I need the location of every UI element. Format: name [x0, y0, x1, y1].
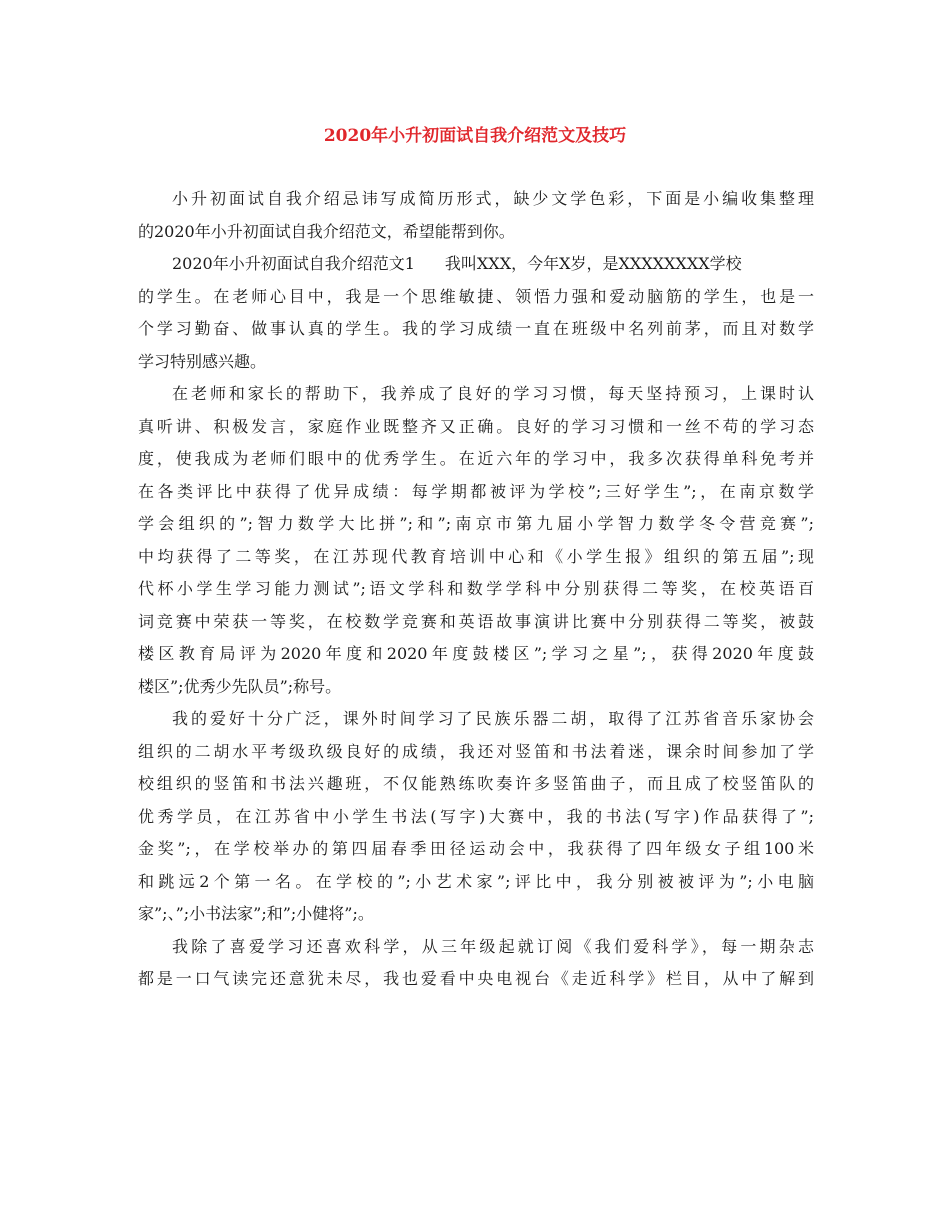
- text-line: 和跳远2个第一名。在学校的”;小艺术家”;评比中，我分别被被评为”;小电脑: [138, 871, 814, 891]
- text-line: 都是一口气读完还意犹未尽，我也爱看中央电视台《走近科学》栏目，从中了解到: [138, 969, 814, 988]
- text-line: 校组织的竖笛和书法兴趣班，不仅能熟练吹奏许多竖笛曲子，而且成了校竖笛队的: [138, 774, 814, 793]
- paragraph: [138, 183, 814, 248]
- text-line: 代杯小学生学习能力测试”;语文学科和数学学科中分别获得二等奖，在校英语百: [138, 579, 814, 598]
- text-line: 度，使我成为老师们眼中的优秀学生。在近六年的学习中，我多次获得单科免考并: [138, 449, 814, 468]
- text-line: 金奖”;，在学校举办的第四届春季田径运动会中，我获得了四年级女子组100米: [138, 839, 814, 858]
- text-line: 词竞赛中荣获一等奖，在校数学竞赛和英语故事演讲比赛中分别获得二等奖，被鼓: [138, 611, 814, 631]
- text-line: 在各类评比中获得了优异成绩：每学期都被评为学校”;三好学生”;，在南京数学: [138, 481, 814, 501]
- text-line: 我除了喜爱学习还喜欢科学，从三年级起就订阅《我们爱科学》，每一期杂志: [172, 936, 814, 956]
- text-line: 优秀学员，在江苏省中小学生书法(写字)大赛中，我的书法(写字)作品获得了”;: [138, 806, 814, 826]
- text-line: 家”;、”;小书法家”;和”;小健将”;。: [138, 904, 374, 923]
- paragraph: [138, 703, 814, 931]
- text-segment: 我叫XXX，今年X岁，是XXXXXXXX学校: [444, 254, 742, 273]
- document-title: 2020年小升初面试自我介绍范文及技巧: [323, 126, 627, 146]
- text-line: 真听讲、积极发言，家庭作业既整齐又正确。良好的学习习惯和一丝不苟的学习态: [138, 416, 814, 436]
- text-line: 我的爱好十分广泛，课外时间学习了民族乐器二胡，取得了江苏省音乐家协会: [172, 709, 814, 728]
- paragraph: [138, 378, 814, 703]
- text-line: 个学习勤奋、做事认真的学生。我的学习成绩一直在班级中名列前茅，而且对数学: [138, 319, 814, 338]
- text-line: 在老师和家长的帮助下，我养成了良好的学习习惯，每天坚持预习，上课时认: [172, 384, 814, 403]
- text-line: 楼区教育局评为2020年度和2020年度鼓楼区”;学习之星”;，获得2020年度鼓: [138, 644, 814, 663]
- text-line: 的2020年小升初面试自我介绍范文，希望能帮到你。: [138, 221, 515, 241]
- text-line: 小升初面试自我介绍忌讳写成简历形式，缺少文学色彩，下面是小编收集整理: [172, 189, 814, 208]
- text-line: 学会组织的”;智力数学大比拼”;和”;南京市第九届小学智力数学冬令营竞赛”;: [138, 514, 814, 533]
- text-line: 学习特别感兴趣。: [138, 351, 267, 371]
- paragraph: [138, 931, 814, 996]
- text-line: 楼区”;优秀少先队员”;称号。: [138, 676, 342, 696]
- paragraph: [138, 248, 814, 378]
- section-heading: 2020年小升初面试自我介绍范文1: [172, 254, 415, 273]
- text-line: 中均获得了二等奖，在江苏现代教育培训中心和《小学生报》组织的第五届”;现: [138, 546, 814, 566]
- text-line: 组织的二胡水平考级玖级良好的成绩，我还对竖笛和书法着迷，课余时间参加了学: [138, 741, 814, 761]
- text-line: 的学生。在老师心目中，我是一个思维敏捷、领悟力强和爱动脑筋的学生，也是一: [138, 286, 814, 306]
- document-body: [138, 183, 814, 996]
- text-line: [138, 248, 814, 281]
